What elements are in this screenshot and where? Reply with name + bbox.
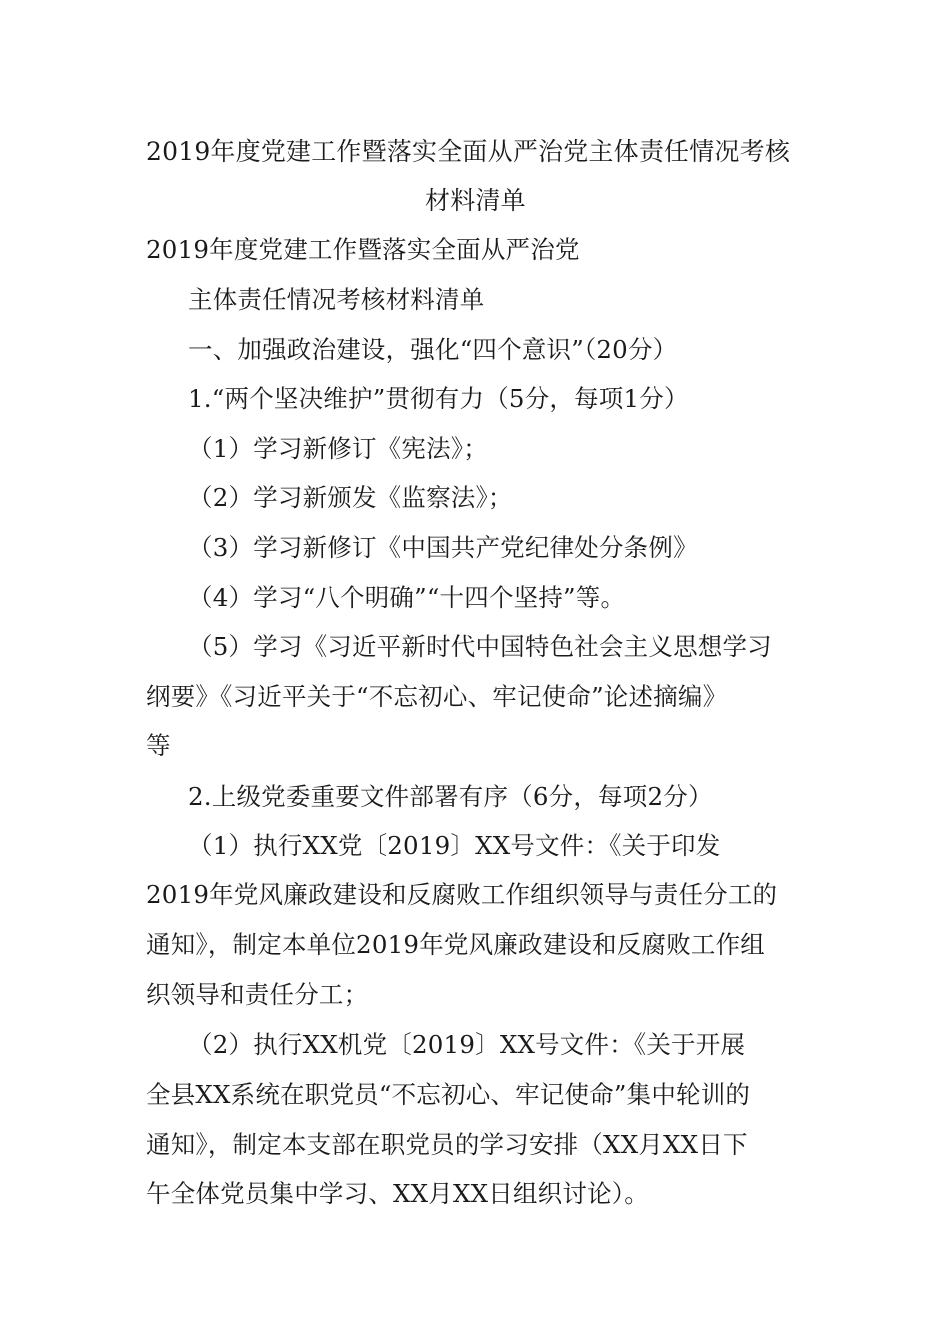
heading-line-1: 2019年度党建工作暨落实全面从严治党 bbox=[146, 235, 580, 264]
document-title-line-1: 2019年度党建工作暨落实全面从严治党主体责任情况考核 bbox=[146, 137, 791, 166]
sub-item-1-5-line-1: （5）学习《习近平新时代中国特色社会主义思想学习 bbox=[188, 632, 772, 661]
sub-item-2-2-line-4: 午全体党员集中学习、XX月XX日组织讨论）。 bbox=[146, 1179, 649, 1208]
sub-item-1-5-line-2: 纲要》《习近平关于“不忘初心、牢记使命”论述摘编》 bbox=[146, 682, 728, 711]
sub-item-1-5-line-3: 等 bbox=[146, 731, 171, 760]
sub-item-2-1-line-1: （1）执行XX党〔2019〕XX号文件：《关于印发 bbox=[188, 831, 721, 860]
list-item-2: 2.上级党委重要文件部署有序（6分，每项2分） bbox=[188, 782, 713, 811]
sub-item-1-4: （4）学习“八个明确”“十四个坚持”等。 bbox=[188, 583, 626, 612]
sub-item-2-1-line-2: 2019年党风廉政建设和反腐败工作组织领导与责任分工的 bbox=[146, 880, 778, 909]
document-title-line-2: 材料清单 bbox=[425, 186, 526, 215]
sub-item-2-2-line-2: 全县XX系统在职党员“不忘初心、牢记使命”集中轮训的 bbox=[146, 1080, 751, 1109]
sub-item-1-1: （1）学习新修订《宪法》； bbox=[188, 434, 488, 463]
heading-line-2: 主体责任情况考核材料清单 bbox=[188, 285, 485, 314]
list-item-1: 1.“两个坚决维护”贯彻有力（5分，每项1分） bbox=[188, 384, 689, 413]
sub-item-1-3: （3）学习新修订《中国共产党纪律处分条例》 bbox=[188, 533, 698, 562]
sub-item-1-2: （2）学习新颁发《监察法》； bbox=[188, 483, 513, 512]
sub-item-2-1-line-3: 通知》，制定本单位2019年党风廉政建设和反腐败工作组 bbox=[146, 930, 765, 959]
sub-item-2-1-line-4: 织领导和责任分工； bbox=[146, 980, 369, 1009]
section-heading: 一、加强政治建设，强化“四个意识”（20分） bbox=[188, 335, 678, 364]
sub-item-2-2-line-3: 通知》，制定本支部在职党员的学习安排（XX月XX日下 bbox=[146, 1130, 748, 1159]
sub-item-2-2-line-1: （2）执行XX机党〔2019〕XX号文件：《关于开展 bbox=[188, 1030, 746, 1059]
